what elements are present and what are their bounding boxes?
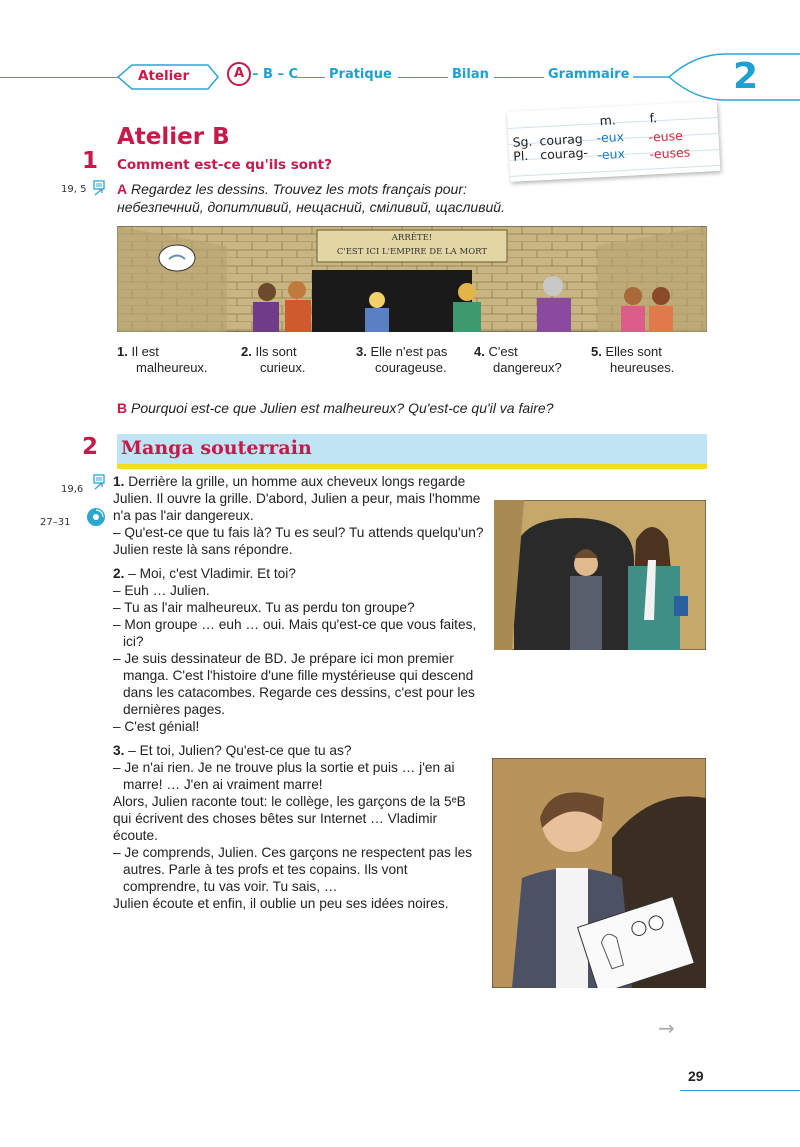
page-number: 29: [688, 1068, 704, 1084]
section-title: Manga souterrain: [121, 437, 312, 459]
caption-line: curieux.: [260, 360, 306, 375]
section-number-2: 2: [82, 434, 99, 460]
caption-1: [117, 344, 208, 376]
caption-line: malheureux.: [136, 360, 208, 375]
dialogue-line: – Tu as l'air malheureux. Tu as perdu ton groupe?: [113, 600, 415, 615]
dialogue-line: – Moi, c'est Vladimir. Et toi?: [128, 566, 296, 581]
task-b: [117, 400, 707, 417]
sign-top-text: ARRÊTE!: [391, 233, 433, 243]
narration-line: Julien écoute et enfin, il oublie un peu ses idées noires.: [113, 896, 449, 911]
caption-4: [474, 344, 562, 376]
caption-line: Ils sont: [255, 344, 297, 359]
audio-cd-icon[interactable]: [86, 507, 106, 527]
comic-panel-1: [494, 500, 706, 650]
caption-5: [591, 344, 674, 376]
caption-line: Elle n'est pas: [370, 344, 448, 359]
narration-line: Julien reste là sans répondre.: [113, 542, 293, 557]
caption-line: Il est: [131, 344, 159, 359]
grammar-m: m.: [599, 112, 617, 129]
workbook-icon: [91, 474, 107, 490]
sign-main-text: C'EST ICI L'EMPIRE DE LA MORT: [336, 247, 488, 257]
task-a: [117, 181, 677, 198]
nav-grammaire[interactable]: Grammaire: [548, 67, 630, 82]
caption-line: C'est: [488, 344, 518, 359]
caption-num: 5.: [591, 344, 602, 359]
grammar-f: f.: [649, 110, 658, 126]
grammar-sg-m: -eux: [596, 128, 625, 146]
section-title-bar: [117, 434, 707, 469]
dialogue-line: – Je n'ai rien. Je ne trouve plus la sortie et puis … j'en ai marre! … J'en ai vraiment marre!: [113, 760, 455, 792]
task-a-instruction: Regardez les dessins. Trouvez les mots français pour:: [131, 181, 467, 197]
catacombs-illustration: [117, 226, 707, 332]
paragraph: [113, 565, 485, 582]
dialogue-line: – Je comprends, Julien. Ces garçons ne respectent pas les autres. Parle à tes profs et tes copains. Ils vont comprendre, tu vas voir. Tu sais, …: [113, 845, 473, 894]
paragraph-number: 2.: [113, 566, 125, 581]
caption-num: 3.: [356, 344, 367, 359]
caption-line: heureuses.: [610, 360, 675, 375]
grammar-pl-f: -euses: [649, 144, 691, 162]
nav-atelier-label[interactable]: Atelier: [138, 68, 190, 84]
nav-line-left: [0, 77, 118, 78]
chapter-tab: [633, 50, 800, 106]
paragraph-text: Derrière la grille, un homme aux cheveux longs regarde Julien. Il ouvre la grille. D'abord, Julien a peur, mais l'homme n'a pas l'air dangereux.: [113, 474, 481, 523]
paragraph-number: 3.: [113, 743, 125, 758]
task-a-words: небезпечний, допитливий, нещасний, сміливий, щасливий.: [117, 199, 505, 215]
next-page-arrow[interactable]: →: [658, 1016, 675, 1040]
workbook-ref: 19, 5: [61, 184, 87, 195]
page-number-line: [680, 1090, 800, 1091]
nav-line: [494, 77, 544, 78]
paragraph: [113, 473, 485, 524]
paragraph-number: 1.: [113, 474, 125, 489]
task-a-letter: A: [117, 181, 128, 197]
page-title: Atelier B: [117, 124, 230, 150]
grammar-note: [507, 101, 720, 182]
dialogue-line: – Et toi, Julien? Qu'est-ce que tu as?: [128, 743, 352, 758]
nav-a-circle[interactable]: A: [227, 62, 251, 86]
caption-num: 1.: [117, 344, 128, 359]
dialogue-line: – Euh … Julien.: [113, 583, 210, 598]
task-b-letter: B: [117, 400, 128, 416]
grammar-sg-f: -euse: [648, 127, 684, 145]
dialogue-line: – Qu'est-ce que tu fais là? Tu es seul? Tu attends quelqu'un?: [113, 525, 484, 540]
task-b-question: Pourquoi est-ce que Julien est malheureux? Qu'est-ce qu'il va faire?: [131, 400, 554, 416]
grammar-stem-sg: courag: [539, 131, 584, 149]
section-number-1: 1: [82, 148, 99, 174]
grammar-pl-m: -eux: [596, 145, 626, 163]
nav-line: [398, 77, 448, 78]
nav-bc[interactable]: – B – C: [252, 67, 299, 82]
audio-track-ref: 27–31: [40, 517, 71, 528]
caption-line: Elles sont: [605, 344, 662, 359]
chapter-number: 2: [733, 56, 759, 97]
grammar-stem-pl: courag-: [539, 144, 589, 163]
paragraph: [113, 742, 485, 759]
dialogue-line: – Mon groupe … euh … oui. Mais qu'est-ce que vous faites, ici?: [113, 617, 477, 649]
note-line: [510, 165, 720, 177]
dialogue-line: – C'est génial!: [113, 719, 200, 734]
grammar-sg: Sg.: [512, 133, 533, 150]
caption-num: 4.: [474, 344, 485, 359]
paragraph-gap: [113, 735, 485, 742]
narration-line: Alors, Julien raconte tout: le collège, les garçons de la 5ᵉB qui écrivent des choses bêtes sur Internet … Vladimir écoute.: [113, 794, 466, 843]
dialogue-line: – Je suis dessinateur de BD. Je prépare ici mon premier manga. C'est l'histoire d'une fille mystérieuse qui descend dans les catacombes. Regarde ces dessins, c'est pour les dernières pages.: [113, 651, 475, 717]
nav-line: [297, 77, 325, 78]
grammar-pl: Pl.: [512, 147, 529, 164]
comic-panel-2: [492, 758, 706, 988]
caption-line: dangereux?: [493, 360, 562, 375]
caption-2: [241, 344, 306, 376]
caption-3: [356, 344, 447, 376]
workbook-ref: 19,6: [61, 484, 84, 495]
caption-line: courageuse.: [375, 360, 447, 375]
caption-num: 2.: [241, 344, 252, 359]
nav-pratique[interactable]: Pratique: [329, 67, 392, 82]
story-text: [113, 473, 485, 912]
paragraph-gap: [113, 558, 485, 565]
section-subtitle: Comment est-ce qu'ils sont?: [117, 157, 332, 173]
nav-bilan[interactable]: Bilan: [452, 67, 489, 82]
workbook-icon: [91, 180, 107, 196]
